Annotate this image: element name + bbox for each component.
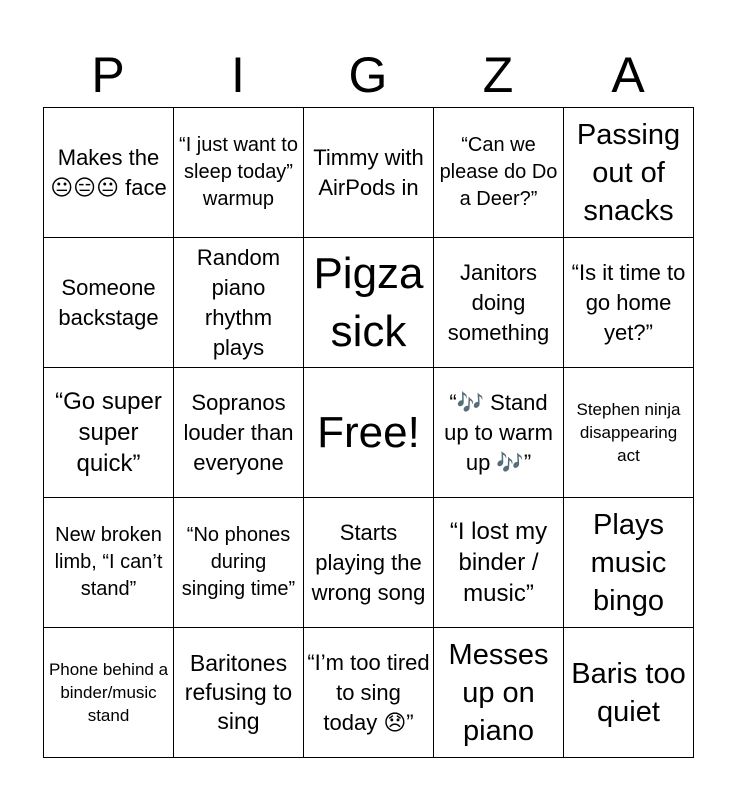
bingo-row (44, 238, 694, 368)
bingo-card-grid (43, 107, 694, 758)
bingo-cell[interactable]: Sopranos louder than everyone (174, 368, 304, 498)
bingo-cell[interactable]: Timmy with AirPods in (304, 108, 434, 238)
bingo-cell[interactable]: Messes up on piano (434, 628, 564, 758)
bingo-cell[interactable]: “No phones during singing time” (174, 498, 304, 628)
bingo-cell[interactable]: “I lost my binder / music” (434, 498, 564, 628)
bingo-header (43, 44, 693, 106)
header-letter-a: A (611, 47, 645, 103)
bingo-cell[interactable]: Janitors doing something (434, 238, 564, 368)
header-letter-z: Z (482, 47, 514, 103)
bingo-cell[interactable]: Stephen ninja disappearing act (564, 368, 694, 498)
header-letter-i: I (231, 47, 245, 103)
bingo-cell[interactable]: “I just want to sleep today” warmup (174, 108, 304, 238)
bingo-cell[interactable]: Phone behind a binder/music stand (44, 628, 174, 758)
bingo-row (44, 108, 694, 238)
bingo-cell[interactable]: Pigza sick (304, 238, 434, 368)
bingo-cell[interactable]: “🎶 Stand up to warm up 🎶” (434, 368, 564, 498)
bingo-cell[interactable]: Makes the 😐😑😐 face (44, 108, 174, 238)
header-letter-g: G (348, 47, 388, 103)
bingo-cell[interactable]: Baritones refusing to sing (174, 628, 304, 758)
bingo-cell[interactable]: Random piano rhythm plays (174, 238, 304, 368)
bingo-cell[interactable]: Baris too quiet (564, 628, 694, 758)
header-letter-p: P (91, 47, 125, 103)
bingo-cell[interactable]: New broken limb, “I can’t stand” (44, 498, 174, 628)
free-space-cell[interactable]: Free! (304, 368, 434, 498)
bingo-cell[interactable]: “Is it time to go home yet?” (564, 238, 694, 368)
bingo-cell[interactable]: “I’m too tired to sing today 😞” (304, 628, 434, 758)
bingo-cell[interactable]: Starts playing the wrong song (304, 498, 434, 628)
bingo-cell[interactable]: “Can we please do Do a Deer?” (434, 108, 564, 238)
bingo-row (44, 368, 694, 498)
bingo-row (44, 628, 694, 758)
bingo-cell[interactable]: “Go super super quick” (44, 368, 174, 498)
bingo-cell[interactable]: Plays music bingo (564, 498, 694, 628)
bingo-cell[interactable]: Someone backstage (44, 238, 174, 368)
bingo-cell[interactable]: Passing out of snacks (564, 108, 694, 238)
bingo-row (44, 498, 694, 628)
